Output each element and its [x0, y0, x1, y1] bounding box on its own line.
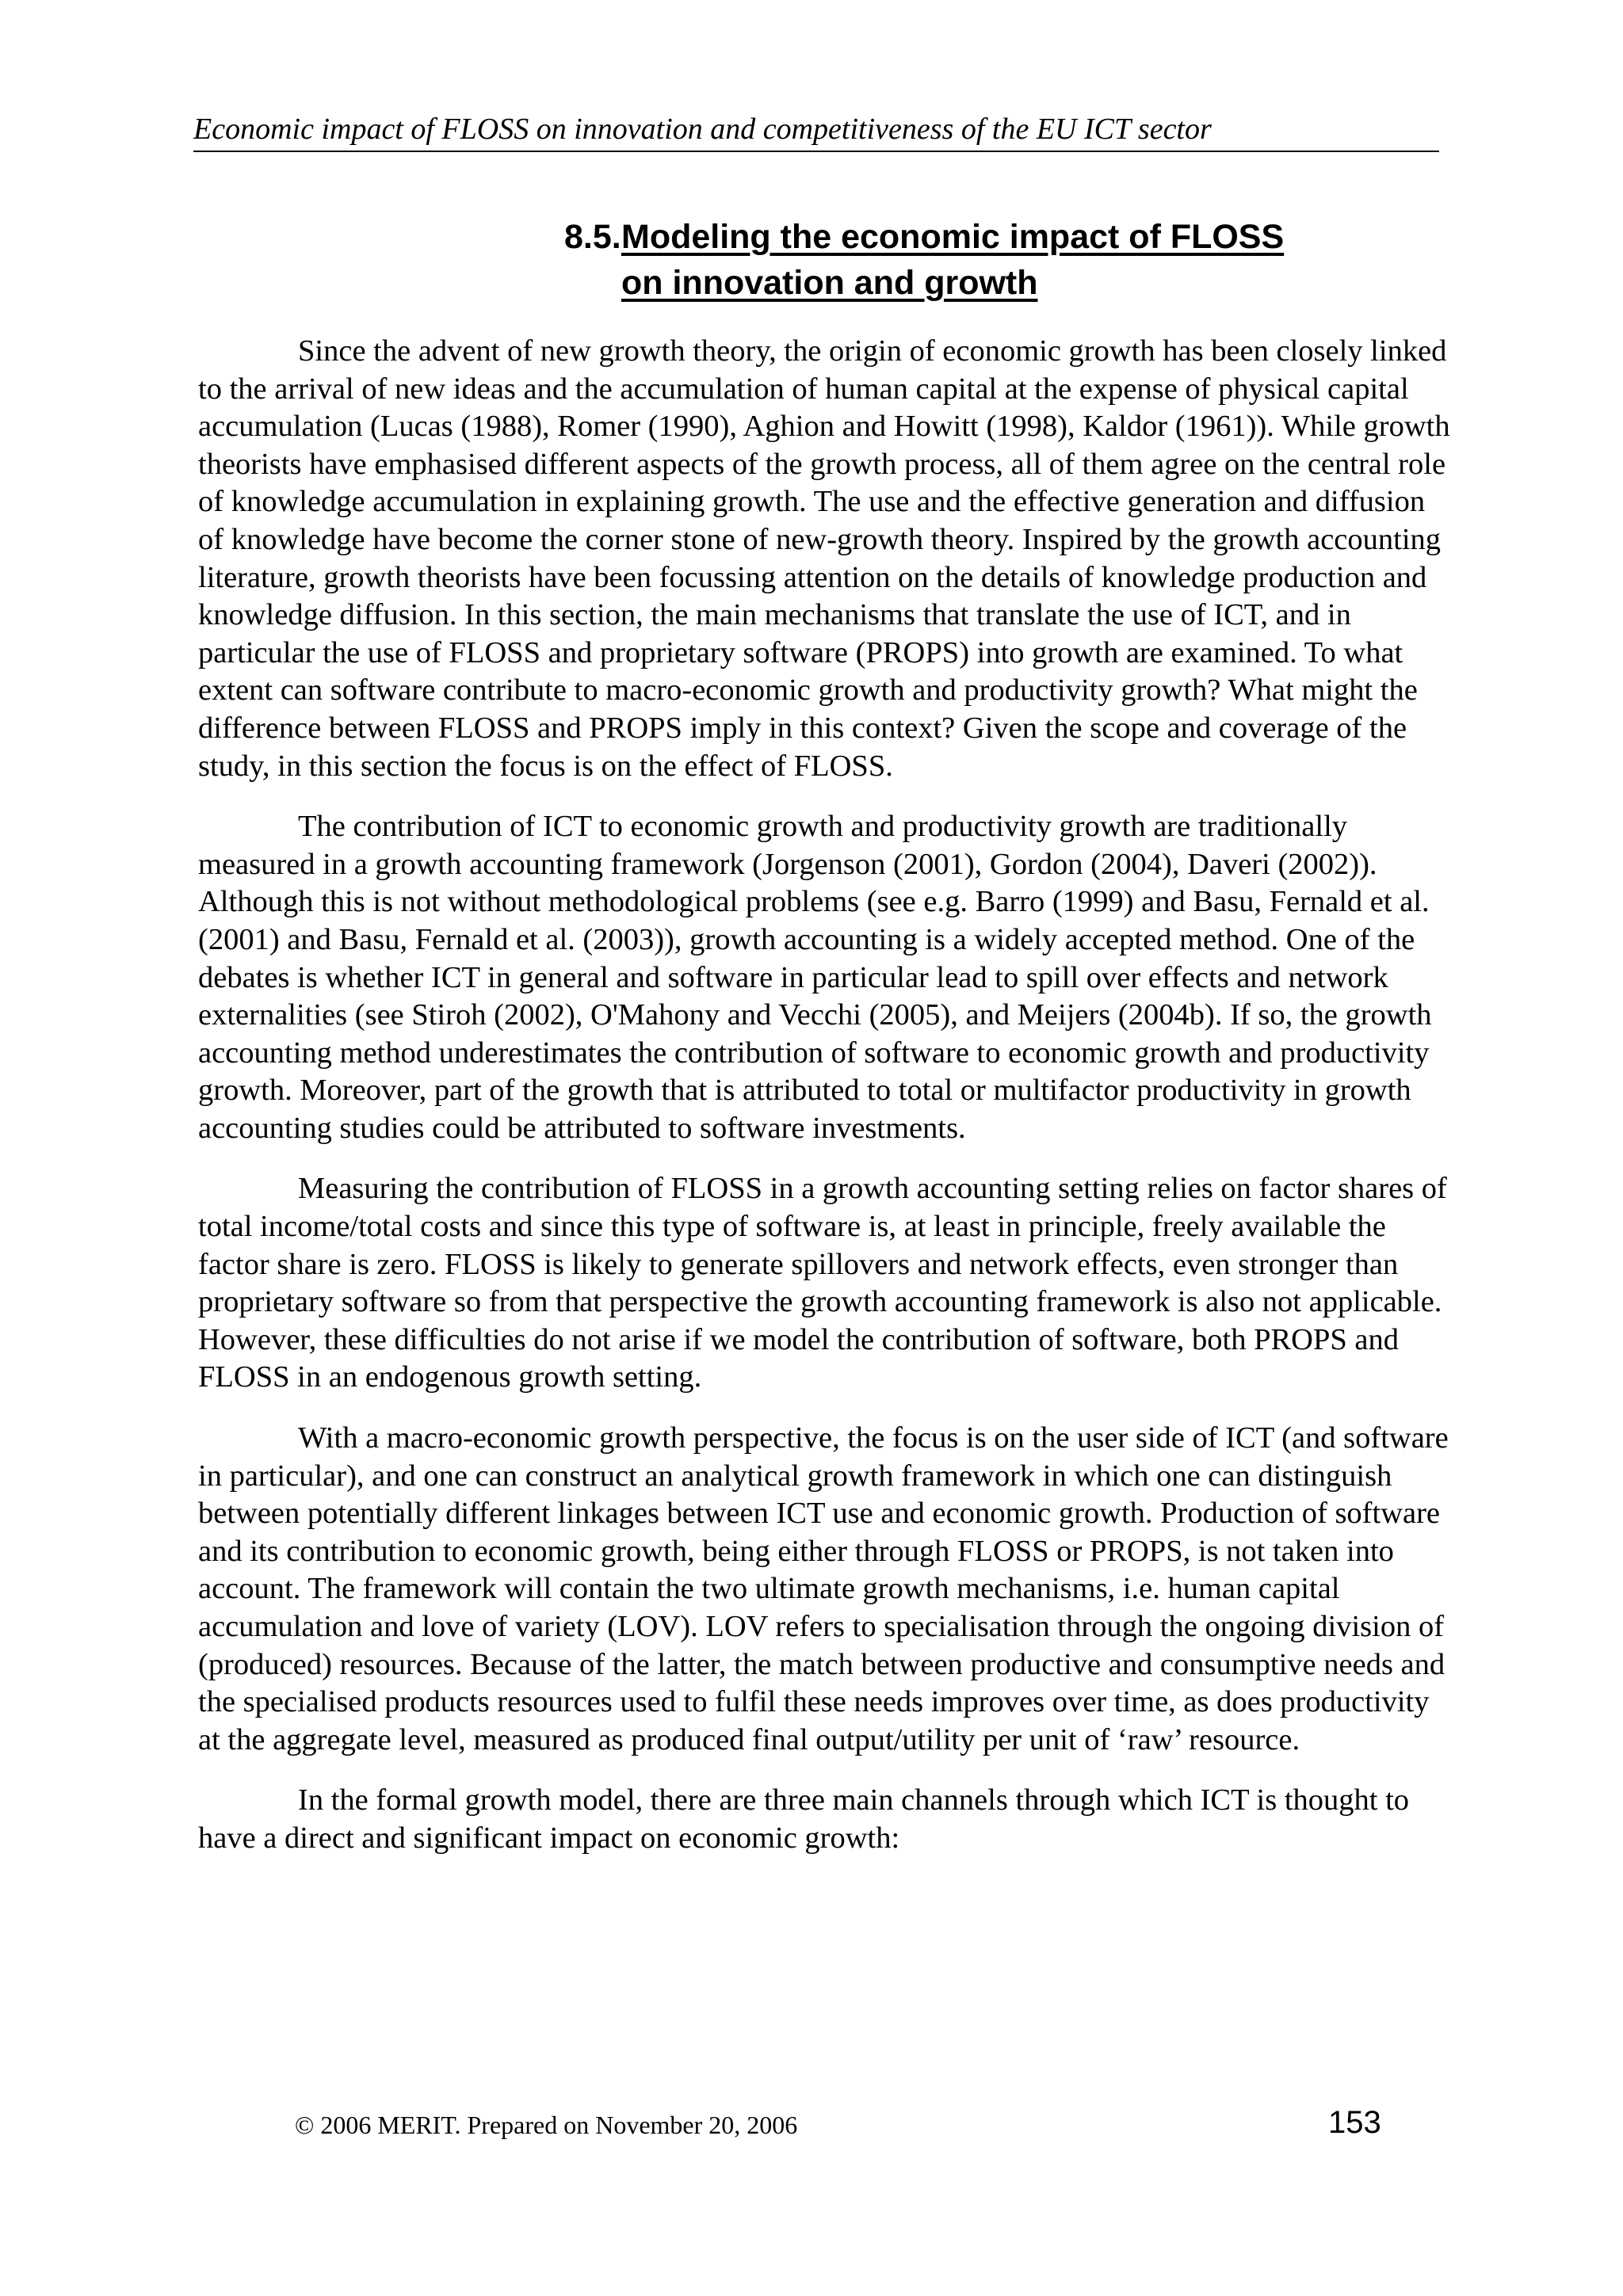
page-number: 153 [1328, 2105, 1381, 2140]
section-heading-line1 [564, 214, 1436, 260]
section-heading-line2 [564, 260, 1436, 306]
body-text [198, 333, 1450, 1881]
section-title-line2: on innovation and growth [621, 264, 1038, 302]
running-header: Economic impact of FLOSS on innovation and competitiveness of the EU ICT sector [193, 109, 1439, 152]
paragraph-4: With a macro-economic growth perspective, the focus is on the user side of ICT (and software in particular), and one can construct an analytical growth framework in which one can distinguish between potentially different linkages between ICT use and economic growth. Production of software and its contribution to economic growth, being either through FLOSS or PROPS, is not taken into account. The framework will contain the two ultimate growth mechanisms, i.e. human capital accumulation and love of variety (LOV). LOV refers to specialisation through the ongoing division of (produced) resources. Because of the latter, the match between productive and consumptive needs and the specialised products resources used to fulfil these needs improves over time, as does productivity at the aggregate level, measured as produced final output/utility per unit of ‘raw’ resource. [198, 1421, 1449, 1756]
paragraph-3: Measuring the contribution of FLOSS in a growth accounting setting relies on factor shares of total income/total costs and since this type of software is, at least in principle, freely available the factor share is zero. FLOSS is likely to generate spillovers and network effects, even stronger than proprietary software so from that perspective the growth accounting framework is also not applicable. However, these difficulties do not arise if we model the contribution of software, both PROPS and FLOSS in an endogenous growth setting. [198, 1172, 1447, 1394]
paragraph-2: The contribution of ICT to economic growth and productivity growth are traditionally measured in a growth accounting framework (Jorgenson (2001), Gordon (2004), Daveri (2002)). Although this is not without methodological problems (see e.g. Barro (1999) and Basu, Fernald et al. (2001) and Basu, Fernald et al. (2003)), growth accounting is a widely accepted method. One of the debates is whether ICT in general and software in particular lead to spill over effects and network externalities (see Stiroh (2002), O'Mahony and Vecchi (2005), and Meijers (2004b). If so, the growth accounting method underestimates the contribution of software to economic growth and productivity growth. Moreover, part of the growth that is attributed to total or multifactor productivity in growth accounting studies could be attributed to software investments. [198, 810, 1432, 1145]
footer-copyright: © 2006 MERIT. Prepared on November 20, 2006 [295, 2111, 798, 2139]
paragraph-5: In the formal growth model, there are three main channels through which ICT is thought to have a direct and significant impact on economic growth: [198, 1783, 1410, 1855]
paragraph-1: Since the advent of new growth theory, the origin of economic growth has been closely linked to the arrival of new ideas and the accumulation of human capital at the expense of physical capital accumulation (Lucas (1988), Romer (1990), Aghion and Howitt (1998), Kaldor (1961)). While growth theorists have emphasised different aspects of the growth process, all of them agree on the central role of knowledge accumulation in explaining growth. The use and the effective generation and diffusion of knowledge have become the corner stone of new-growth theory. Inspired by the growth accounting literature, growth theorists have been focussing attention on the details of knowledge production and knowledge diffusion. In this section, the main mechanisms that translate the use of ICT, and in particular the use of FLOSS and proprietary software (PROPS) into growth are examined. To what extent can software contribute to macro-economic growth and productivity growth? What might the difference between FLOSS and PROPS imply in this context? Given the scope and coverage of the study, in this section the focus is on the effect of FLOSS. [198, 334, 1450, 783]
section-heading [564, 214, 1436, 306]
section-number: 8.5. [564, 218, 621, 256]
section-title-line1: Modeling the economic impact of FLOSS [621, 218, 1285, 256]
